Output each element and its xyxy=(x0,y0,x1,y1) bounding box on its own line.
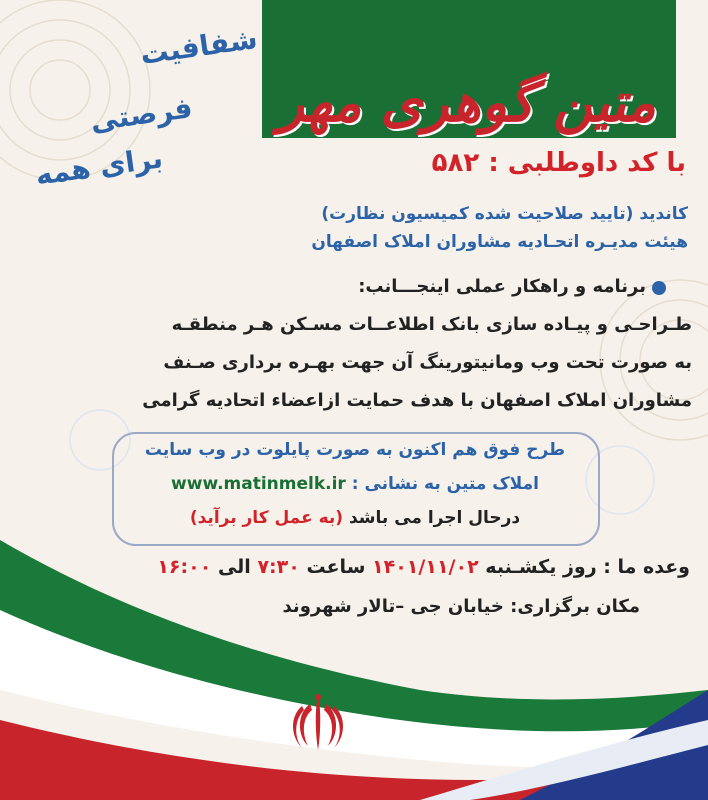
event-day: روز یکشـنبه xyxy=(485,556,597,578)
pilot-line-2-prefix: املاک متین به نشانی : xyxy=(351,474,539,494)
website-link[interactable]: www.matinmelk.ir xyxy=(171,474,346,494)
code-value: ۵۸۲ xyxy=(431,148,480,178)
qualification-text: کاندید (تایید صلاحیت شده کمیسیون نظارت) xyxy=(321,204,688,224)
event-until: الی xyxy=(217,556,251,578)
position-text: هیئت مدیـره اتحـادیه مشاوران املاک اصفهان xyxy=(311,232,688,252)
code-label: با کد داوطلبی : xyxy=(488,148,686,178)
event-date-line xyxy=(60,556,690,578)
event-time-label: ساعت xyxy=(306,556,366,578)
candidate-name: متین گوهری مهر xyxy=(278,70,656,134)
slogan-1: شفافیت xyxy=(138,21,260,72)
pilot-line-3-prefix: درحال اجرا می باشد xyxy=(348,508,521,528)
event-time-start: ۷:۳۰ xyxy=(257,556,300,578)
program-line-3: مشاوران املاک اصفهان با هدف حمایت ازاعضاء اتحادیه گرامی xyxy=(142,390,692,411)
program-line-1: طـراحـی و پیـاده سازی بانک اطلاعــات مسـکن هـر منطقـه xyxy=(171,314,692,335)
pilot-line-3-highlight: (به عمل کار برآید) xyxy=(189,508,344,528)
event-label: وعده ما : xyxy=(603,556,690,578)
program-line-2: به صورت تحت وب ومانیتورینگ آن جهت بهـره برداری صـنف xyxy=(163,352,692,373)
pilot-line-1: طرح فوق هم اکنون به صورت پایلوت در وب سایت xyxy=(144,440,566,460)
slogan-3: برای همه xyxy=(33,141,165,192)
event-place: مکان برگزاری: خیابان جی –تالار شهروند xyxy=(282,596,640,617)
slogan-2: فرصتی xyxy=(88,91,195,138)
event-date: ۱۴۰۱/۱۱/۰۲ xyxy=(372,556,479,578)
pilot-line-2 xyxy=(120,474,590,494)
program-title: برنامه و راهکار عملی اینجـــانب: xyxy=(358,276,646,297)
candidate-code xyxy=(220,148,686,178)
iran-emblem-icon xyxy=(288,692,348,754)
bullet-icon xyxy=(652,281,666,295)
pilot-line-3 xyxy=(120,508,590,528)
event-time-end: ۱۶:۰۰ xyxy=(157,556,212,578)
